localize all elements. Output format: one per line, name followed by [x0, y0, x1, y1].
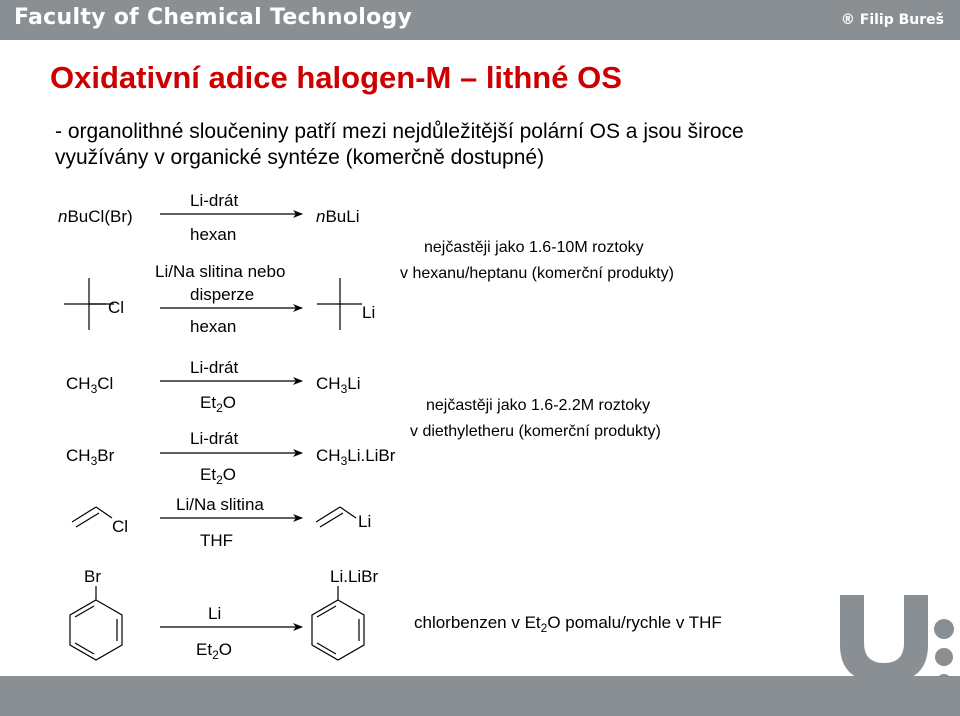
s1-note-line2: v hexanu/heptanu (komerční produkty) [400, 265, 674, 282]
s2-reagent3: Li/Na slitina [176, 495, 264, 514]
s2-reagent1: Li-drát [190, 358, 239, 377]
s3-reactant-label: Br [84, 567, 101, 586]
s2-solvent2: $Et_2O$ [200, 465, 236, 487]
s1-solvent1: hexan [190, 225, 237, 244]
s3-reactant-benzene-ring [70, 586, 122, 660]
s2-solvent1: $Et_2O$ [200, 393, 236, 415]
s2-reactant3-label: Cl [112, 517, 129, 536]
s1-note-line1: nejčastěji jako 1.6-10M roztoky [424, 239, 644, 256]
s2-note-line2: v diethyletheru (komerční produkty) [410, 423, 661, 440]
bullet-text-line2: využívány v organické syntéze (komerčně dostupné) [55, 146, 545, 169]
s2-reactant1: $CH_3Cl$ [66, 374, 114, 396]
s2-product3-label: Li [358, 512, 372, 531]
s3-solvent: $Et_2O$ [196, 640, 232, 662]
author-credit: ® Filip Bureš [840, 12, 944, 28]
s3-note: chlorbenzen v $Et_2O$ pomalu/rychle v THF [414, 613, 722, 635]
s1-product2-structure [317, 278, 362, 330]
s1-reactant2-structure [64, 278, 114, 330]
s2-solvent3: THF [200, 531, 234, 550]
s1-reagent2-line2: disperze [190, 285, 255, 304]
footer-bar [0, 676, 960, 716]
slide-title: Oxidativní adice halogen-M – lithné OS [50, 60, 622, 95]
s1-product1: nBuLi [316, 207, 360, 226]
s2-reagent2: Li-drát [190, 429, 239, 448]
s1-product2-label: Li [362, 303, 376, 322]
s1-solvent2: hexan [190, 317, 237, 336]
faculty-name: Faculty of Chemical Technology [14, 5, 413, 30]
s1-reagent1: Li-drát [190, 191, 239, 210]
s2-reactant3-structure [72, 507, 112, 527]
s2-product3-structure [316, 507, 356, 527]
university-u-logo-icon [826, 585, 960, 685]
s2-product2: $CH_3Li.LiBr$ [316, 446, 396, 468]
s1-reagent2-line1: Li/Na slitina nebo [155, 262, 286, 281]
s2-note-line1: nejčastěji jako 1.6-2.2M roztoky [426, 397, 651, 414]
s2-reactant2: $CH_3Br$ [66, 446, 115, 468]
s3-product-label: Li.LiBr [330, 567, 379, 586]
bullet-text-line1: - organolithné sloučeniny patří mezi nejdůležitější polární OS a jsou široce [55, 120, 744, 143]
s3-product-benzene-ring [312, 586, 364, 660]
s3-reagent: Li [208, 604, 222, 623]
s1-reactant2-label: Cl [108, 298, 125, 317]
s1-reactant1: nBuCl(Br) [58, 207, 133, 226]
s2-product1: $CH_3Li$ [316, 374, 361, 396]
